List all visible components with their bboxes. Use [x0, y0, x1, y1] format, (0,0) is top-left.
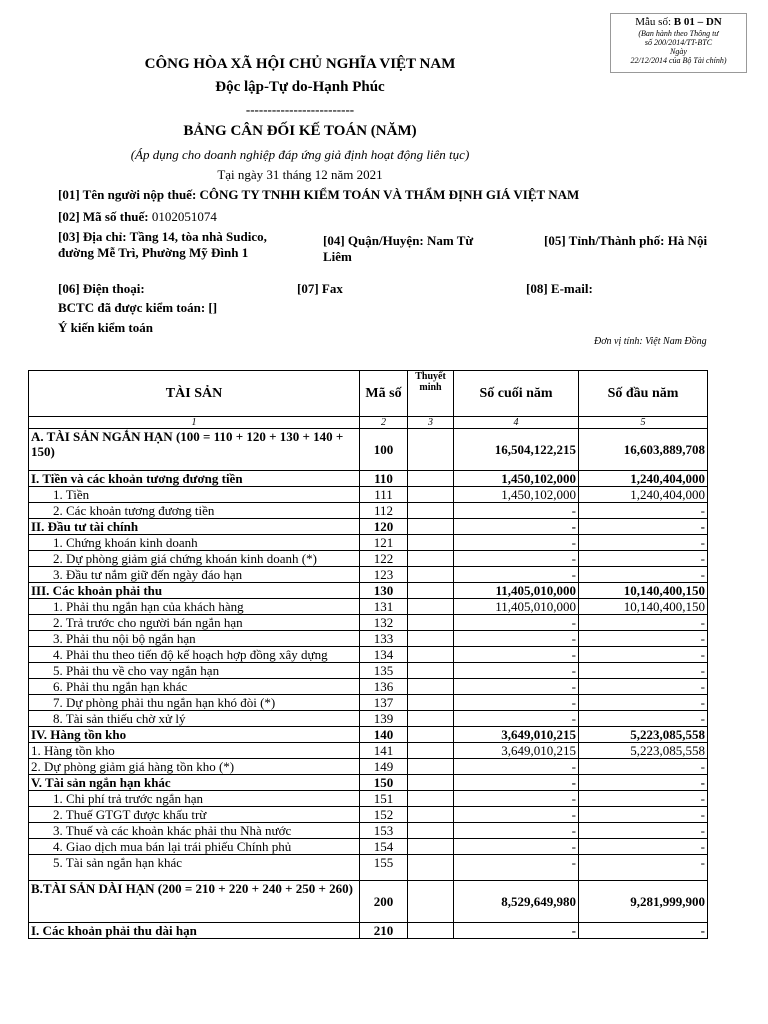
taxcode-label: [02] Mã số thuế: — [58, 209, 149, 224]
row-code: 139 — [360, 711, 408, 727]
table-row — [29, 599, 708, 615]
row-note — [408, 839, 454, 855]
row-end-value: - — [454, 775, 579, 791]
taxpayer-line — [58, 187, 738, 203]
row-code: 130 — [360, 583, 408, 599]
form-line-2: số 200/2014/TT-BTC — [644, 38, 713, 47]
row-label: 2. Dự phòng giảm giá chứng khoán kinh doanh (*) — [29, 551, 360, 567]
row-code: 136 — [360, 679, 408, 695]
row-note — [408, 923, 454, 939]
row-end-value: 16,504,122,215 — [454, 429, 579, 471]
row-end-value: - — [454, 503, 579, 519]
row-label: 7. Dự phòng phải thu ngắn hạn khó đòi (*) — [29, 695, 360, 711]
table-row — [29, 727, 708, 743]
row-label: 1. Phải thu ngắn hạn của khách hàng — [29, 599, 360, 615]
row-end-value: - — [454, 695, 579, 711]
province-line — [544, 233, 744, 249]
row-end-value: - — [454, 567, 579, 583]
row-begin-value: 9,281,999,900 — [579, 881, 708, 923]
row-begin-value: - — [579, 567, 708, 583]
header-beginning-of-year: Số đầu năm — [579, 371, 708, 417]
row-note — [408, 727, 454, 743]
row-end-value: - — [454, 807, 579, 823]
row-code: 141 — [360, 743, 408, 759]
row-code: 100 — [360, 429, 408, 471]
row-note — [408, 599, 454, 615]
column-index: 1 — [29, 417, 360, 429]
row-note — [408, 743, 454, 759]
row-note — [408, 807, 454, 823]
table-row — [29, 429, 708, 471]
row-end-value: 1,450,102,000 — [454, 487, 579, 503]
row-note — [408, 471, 454, 487]
audited-line: BCTC đã được kiểm toán: [] — [58, 300, 218, 315]
row-code: 134 — [360, 647, 408, 663]
row-label: III. Các khoản phải thu — [29, 583, 360, 599]
row-code: 210 — [360, 923, 408, 939]
row-code: 131 — [360, 599, 408, 615]
row-end-value: 11,405,010,000 — [454, 599, 579, 615]
header-note: Thuyết minh — [408, 371, 454, 417]
row-note — [408, 429, 454, 471]
row-end-value: - — [454, 679, 579, 695]
row-label: V. Tài sản ngắn hạn khác — [29, 775, 360, 791]
row-label: 3. Phải thu nội bộ ngắn hạn — [29, 631, 360, 647]
row-end-value: - — [454, 791, 579, 807]
row-code: 151 — [360, 791, 408, 807]
row-end-value: - — [454, 519, 579, 535]
row-end-value: - — [454, 711, 579, 727]
table-row — [29, 535, 708, 551]
row-code: 110 — [360, 471, 408, 487]
row-note — [408, 775, 454, 791]
row-end-value: 3,649,010,215 — [454, 743, 579, 759]
row-begin-value: - — [579, 711, 708, 727]
row-note — [408, 881, 454, 923]
header-asset: TÀI SẢN — [29, 371, 360, 417]
row-label: II. Đầu tư tài chính — [29, 519, 360, 535]
province-label: [05] Tỉnh/Thành phố: — [544, 233, 665, 248]
row-begin-value: 1,240,404,000 — [579, 471, 708, 487]
row-begin-value: 10,140,400,150 — [579, 583, 708, 599]
row-label: 2. Thuế GTGT được khấu trừ — [29, 807, 360, 823]
table-row — [29, 583, 708, 599]
table-row — [29, 487, 708, 503]
row-code: 135 — [360, 663, 408, 679]
row-end-value: - — [454, 663, 579, 679]
table-row — [29, 615, 708, 631]
row-note — [408, 583, 454, 599]
row-label: 1. Hàng tồn kho — [29, 743, 360, 759]
row-label: 8. Tài sản thiếu chờ xử lý — [29, 711, 360, 727]
row-code: 152 — [360, 807, 408, 823]
row-label: I. Tiền và các khoản tương đương tiền — [29, 471, 360, 487]
row-note — [408, 695, 454, 711]
table-row — [29, 881, 708, 923]
row-code: 140 — [360, 727, 408, 743]
row-begin-value: - — [579, 631, 708, 647]
row-note — [408, 551, 454, 567]
taxcode-value: 0102051074 — [151, 209, 217, 224]
row-begin-value: - — [579, 791, 708, 807]
row-note — [408, 567, 454, 583]
row-end-value: - — [454, 535, 579, 551]
row-note — [408, 711, 454, 727]
page-subtitle: (Áp dụng cho doanh nghiệp đáp ứng giả định hoạt động liên tục) — [130, 147, 470, 162]
row-end-value: - — [454, 839, 579, 855]
fax-label: [07] Fax — [297, 281, 343, 296]
row-begin-value: - — [579, 503, 708, 519]
row-begin-value: - — [579, 839, 708, 855]
column-index: 4 — [454, 417, 579, 429]
table-row — [29, 519, 708, 535]
form-line-1: (Ban hành theo Thông tư — [638, 29, 719, 38]
row-label: 2. Các khoản tương đương tiền — [29, 503, 360, 519]
row-end-value: - — [454, 551, 579, 567]
row-begin-value: - — [579, 615, 708, 631]
row-begin-value: - — [579, 775, 708, 791]
row-label: 4. Giao dịch mua bán lại trái phiếu Chính phủ — [29, 839, 360, 855]
row-label: 4. Phải thu theo tiến độ kế hoạch hợp đồng xây dựng — [29, 647, 360, 663]
row-note — [408, 519, 454, 535]
row-begin-value: - — [579, 551, 708, 567]
row-begin-value: - — [579, 923, 708, 939]
row-code: 153 — [360, 823, 408, 839]
country-heading: CÔNG HÒA XÃ HỘI CHỦ NGHĨA VIỆT NAM — [144, 56, 456, 72]
row-end-value: - — [454, 823, 579, 839]
table-row — [29, 775, 708, 791]
row-code: 154 — [360, 839, 408, 855]
row-end-value: - — [454, 759, 579, 775]
header-end-of-year: Số cuối năm — [454, 371, 579, 417]
column-index: 2 — [360, 417, 408, 429]
row-end-value: 1,450,102,000 — [454, 471, 579, 487]
row-label: 6. Phải thu ngắn hạn khác — [29, 679, 360, 695]
taxcode-line — [58, 209, 458, 225]
page-title: BẢNG CÂN ĐỐI KẾ TOÁN (NĂM) — [183, 123, 417, 139]
balance-sheet-table — [28, 370, 708, 939]
row-note — [408, 759, 454, 775]
row-label: IV. Hàng tồn kho — [29, 727, 360, 743]
form-code-box — [610, 13, 747, 73]
row-code: 120 — [360, 519, 408, 535]
row-label: 1. Chi phí trả trước ngắn hạn — [29, 791, 360, 807]
row-begin-value: - — [579, 535, 708, 551]
table-row — [29, 647, 708, 663]
email-label: [08] E-mail: — [526, 281, 593, 296]
taxpayer-value: CÔNG TY TNHH KIỂM TOÁN VÀ THẨM ĐỊNH GIÁ VIỆT NAM — [199, 187, 580, 202]
row-note — [408, 791, 454, 807]
row-code: 111 — [360, 487, 408, 503]
table-row — [29, 695, 708, 711]
table-row — [29, 855, 708, 881]
row-label: B.TÀI SẢN DÀI HẠN (200 = 210 + 220 + 240 + 250 + 260) — [29, 881, 360, 923]
header-divider: ------------------------- — [245, 102, 355, 117]
table-row — [29, 567, 708, 583]
form-code: B 01 – DN — [673, 16, 722, 28]
table-row — [29, 711, 708, 727]
motto: Độc lập-Tự do-Hạnh Phúc — [215, 79, 385, 95]
row-note — [408, 631, 454, 647]
row-begin-value: - — [579, 679, 708, 695]
row-begin-value: - — [579, 519, 708, 535]
form-line-3: Ngày — [670, 47, 687, 56]
row-begin-value: - — [579, 695, 708, 711]
row-note — [408, 663, 454, 679]
table-row — [29, 503, 708, 519]
row-label: 3. Thuế và các khoản khác phải thu Nhà nước — [29, 823, 360, 839]
row-note — [408, 535, 454, 551]
audit-opinion: Ý kiến kiểm toán — [58, 320, 153, 335]
row-code: 200 — [360, 881, 408, 923]
row-label: 1. Chứng khoán kinh doanh — [29, 535, 360, 551]
row-code: 137 — [360, 695, 408, 711]
row-code: 122 — [360, 551, 408, 567]
row-end-value: - — [454, 631, 579, 647]
row-code: 150 — [360, 775, 408, 791]
row-end-value: - — [454, 647, 579, 663]
row-begin-value: 10,140,400,150 — [579, 599, 708, 615]
row-note — [408, 615, 454, 631]
header-code: Mã số — [360, 371, 408, 417]
row-end-value: - — [454, 923, 579, 939]
form-line-4: 22/12/2014 của Bộ Tài chính) — [630, 56, 727, 65]
row-note — [408, 503, 454, 519]
row-note — [408, 679, 454, 695]
table-row — [29, 679, 708, 695]
table-row — [29, 823, 708, 839]
row-begin-value: 16,603,889,708 — [579, 429, 708, 471]
row-note — [408, 855, 454, 881]
row-begin-value: - — [579, 823, 708, 839]
table-row — [29, 631, 708, 647]
table-row — [29, 743, 708, 759]
row-code: 123 — [360, 567, 408, 583]
row-end-value: - — [454, 615, 579, 631]
row-end-value: 8,529,649,980 — [454, 881, 579, 923]
table-row — [29, 807, 708, 823]
row-note — [408, 823, 454, 839]
row-code: 155 — [360, 855, 408, 881]
row-end-value: 3,649,010,215 — [454, 727, 579, 743]
row-begin-value: 1,240,404,000 — [579, 487, 708, 503]
table-row — [29, 791, 708, 807]
table-row — [29, 551, 708, 567]
row-begin-value: - — [579, 647, 708, 663]
row-begin-value: 5,223,085,558 — [579, 727, 708, 743]
address: [03] Địa chỉ: Tầng 14, tòa nhà Sudico, đường Mễ Trì, Phường Mỹ Đình 1 — [58, 229, 267, 260]
district-label: [04] Quận/Huyện: — [323, 233, 424, 248]
row-note — [408, 647, 454, 663]
row-code: 112 — [360, 503, 408, 519]
table-header-row — [29, 371, 708, 417]
row-label: A. TÀI SẢN NGẮN HẠN (100 = 110 + 120 + 130 + 140 + 150) — [29, 429, 360, 471]
column-index: 3 — [408, 417, 454, 429]
row-begin-value: - — [579, 759, 708, 775]
district-line — [323, 233, 483, 265]
row-label: 2. Dự phòng giảm giá hàng tồn kho (*) — [29, 759, 360, 775]
row-end-value: - — [454, 855, 579, 881]
row-begin-value: - — [579, 663, 708, 679]
row-label: 5. Phải thu về cho vay ngắn hạn — [29, 663, 360, 679]
column-index: 5 — [579, 417, 708, 429]
table-row — [29, 923, 708, 939]
row-code: 133 — [360, 631, 408, 647]
row-begin-value: - — [579, 855, 708, 881]
row-begin-value: 5,223,085,558 — [579, 743, 708, 759]
row-label: 3. Đầu tư nắm giữ đến ngày đáo hạn — [29, 567, 360, 583]
row-begin-value: - — [579, 807, 708, 823]
form-code-prefix: Mẫu số: — [635, 16, 671, 28]
province-value: Hà Nội — [667, 233, 708, 248]
district-value: Nam Từ Liêm — [323, 233, 474, 264]
phone-label: [06] Điện thoại: — [58, 281, 145, 296]
row-note — [408, 487, 454, 503]
row-end-value: 11,405,010,000 — [454, 583, 579, 599]
row-label: 1. Tiền — [29, 487, 360, 503]
row-label: 2. Trả trước cho người bán ngắn hạn — [29, 615, 360, 631]
currency-unit: Đơn vị tính: Việt Nam Đồng — [594, 336, 707, 347]
table-row — [29, 471, 708, 487]
row-label: 5. Tài sản ngắn hạn khác — [29, 855, 360, 881]
taxpayer-label: [01] Tên người nộp thuế: — [58, 187, 197, 202]
row-label: I. Các khoản phải thu dài hạn — [29, 923, 360, 939]
row-code: 149 — [360, 759, 408, 775]
table-row — [29, 759, 708, 775]
table-row — [29, 663, 708, 679]
row-code: 132 — [360, 615, 408, 631]
column-index-row — [29, 417, 708, 429]
table-row — [29, 839, 708, 855]
report-date: Tại ngày 31 tháng 12 năm 2021 — [217, 167, 383, 182]
row-code: 121 — [360, 535, 408, 551]
